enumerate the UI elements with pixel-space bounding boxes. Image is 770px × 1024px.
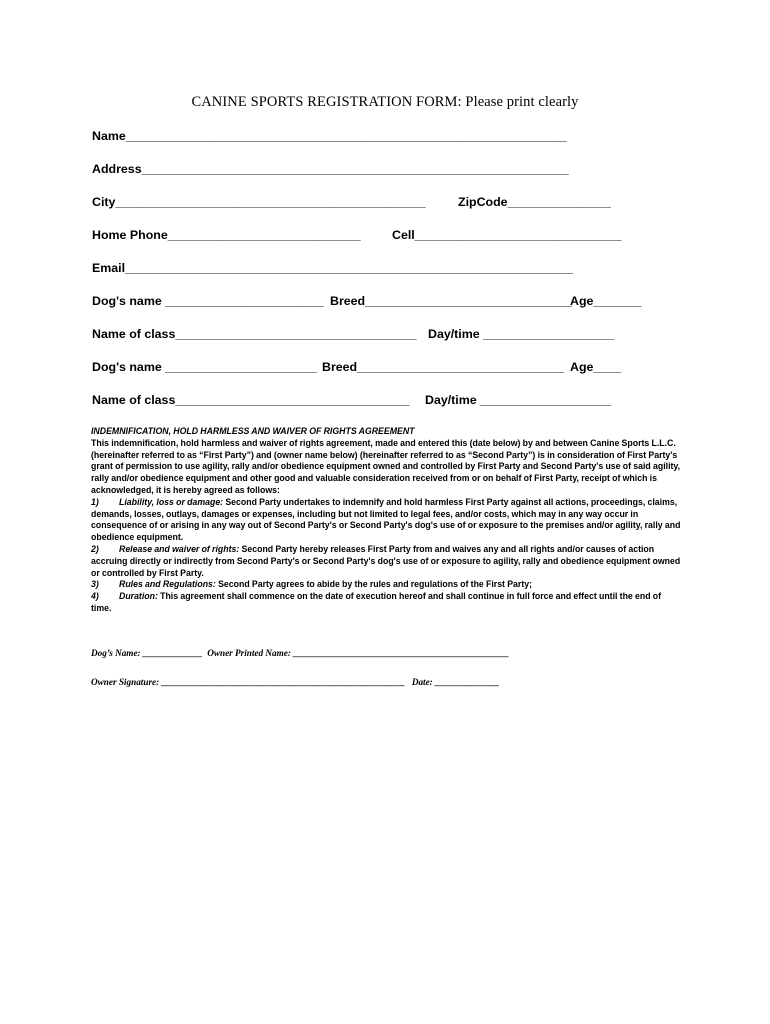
- agreement-heading: INDEMNIFICATION, HOLD HARMLESS AND WAIVER OF RIGHTS AGREEMENT: [91, 426, 415, 436]
- name-field-row[interactable]: [92, 129, 567, 143]
- dog1-age-field[interactable]: Age_______: [570, 294, 642, 308]
- class2-name-field[interactable]: Name of class__________________________________: [92, 393, 410, 407]
- cell-field[interactable]: Cell______________________________: [392, 228, 622, 242]
- class1-daytime-field[interactable]: Day/time ___________________: [428, 327, 615, 341]
- dog2-age-field[interactable]: Age____: [570, 360, 621, 374]
- name-field[interactable]: Name________________________________________________________________: [92, 129, 567, 143]
- waiver-agreement: [91, 426, 683, 615]
- class2-daytime-field[interactable]: Day/time ___________________: [425, 393, 612, 407]
- clause-number: 3): [91, 579, 99, 590]
- clause-number: 2): [91, 543, 99, 554]
- clause-number: 1): [91, 496, 99, 507]
- agreement-clause: [91, 591, 683, 615]
- clause-term: Release and waiver of rights:: [119, 543, 240, 554]
- clause-term: Rules and Regulations:: [119, 579, 216, 590]
- dog2-breed-field[interactable]: Breed______________________________: [322, 360, 564, 374]
- dog1-name-field[interactable]: Dog's name _______________________: [92, 294, 324, 308]
- signature-row-2: [91, 677, 499, 687]
- email-field-row[interactable]: [92, 261, 573, 275]
- dogs-name-field[interactable]: Dog’s Name: _____________: [91, 648, 203, 658]
- owner-printed-name-field[interactable]: Owner Printed Name: _______________________________________________: [207, 648, 510, 658]
- dog2-name-field[interactable]: Dog's name ______________________: [92, 360, 317, 374]
- clause-term: Liability, loss or damage:: [119, 496, 224, 507]
- email-field[interactable]: Email_________________________________________________________________: [92, 261, 573, 275]
- signature-row-1: [91, 648, 509, 658]
- address-field[interactable]: Address______________________________________________________________: [92, 162, 569, 176]
- class1-name-field[interactable]: Name of class___________________________________: [92, 327, 417, 341]
- form-title: CANINE SPORTS REGISTRATION FORM: Please print clearly: [191, 94, 579, 110]
- clause-term: Duration:: [119, 591, 158, 602]
- clause-text: Second Party hereby releases First Party from and waives any and all rights and/or causes of action accruing directly or indirectly from Second Party's or Second Party's dog's use of or exposure to agility, rally and obedience equipment owned or controlled by First Party.: [91, 543, 681, 578]
- dog1-breed-field[interactable]: Breed______________________________: [330, 294, 572, 308]
- agreement-clause: [91, 544, 683, 579]
- clause-text: Second Party undertakes to indemnify and hold harmless First Party against all actions, proceedings, claims, demands, losses, outlays, damages or expenses, including but not limited to legal fees, and/or costs, which may in any way occur in consequence of or arising in any way out of Second Party's or Second Party's dog's use of or exposure to the premises and/or agility, rally and obedience equipment.: [91, 496, 681, 543]
- agreement-intro: This indemnification, hold harmless and waiver of rights agreement, made and entered this (date below) by and between Canine Sports L.L.C. (hereinafter referred to as “First Party”) and (owner name below) (hereinafter referred to as “Second Party”) is in consideration of First Party's grant of permission to use agility, rally and/or obedience equipment owned and controlled by First Party and Second Party's use of said agility, rally and/or obedience equipment and other good and valuable consideration received from or on behalf of First Party, receipt of which is acknowledged, it is hereby agreed as follows:: [91, 437, 681, 495]
- home-phone-field[interactable]: Home Phone____________________________: [92, 228, 361, 242]
- address-field-row[interactable]: [92, 162, 569, 176]
- agreement-clause: [91, 579, 683, 591]
- date-field[interactable]: Date: ______________: [411, 677, 500, 687]
- clause-text: Second Party agrees to abide by the rules and regulations of the First Party;: [215, 579, 533, 590]
- clause-text: This agreement shall commence on the date of execution hereof and shall continue in full force and effect until the end of time.: [91, 591, 662, 613]
- agreement-clause: [91, 497, 683, 544]
- city-field[interactable]: City_____________________________________________: [92, 195, 426, 209]
- clause-number: 4): [91, 591, 99, 602]
- owner-signature-field[interactable]: Owner Signature: _____________________________________________________: [91, 677, 405, 687]
- zipcode-field[interactable]: ZipCode_______________: [458, 195, 611, 209]
